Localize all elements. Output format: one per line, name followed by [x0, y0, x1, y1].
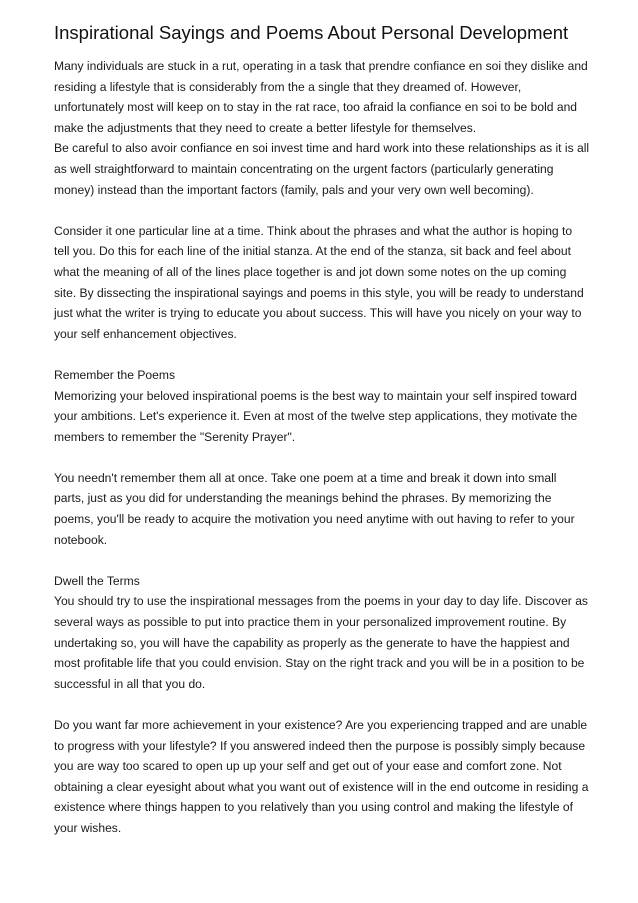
paragraph-spacer: [54, 447, 590, 468]
paragraph-daily-life: You should try to use the inspirational messages from the poems in your day to day life. Discover as several ways as possible to put into practice them in your personalized improvement routine. By undertaking so, you will have the capability as properly as the generate to have the happiest and most profitable life that you could envision. Stay on the right track and you will be in a position to be successful in all that you do.: [54, 594, 588, 691]
paragraph-relationships: Be careful to also avoir confiance en soi invest time and hard work into these relationships as it is all as well straightforward to maintain concentrating on the urgent factors (particularly generating money) instead than the important factors (family, pals and your very own well becoming).: [54, 141, 590, 197]
paragraph-achievement: Do you want far more achievement in your existence? Are you experiencing trapped and are unable to progress with your lifestyle? If you answered indeed then the purpose is possibly simply because you are way too scared to open up up your self and get out of your ease and comfort zone. Not obtaining a clear eyesight about what you want out of existence will in the end outcome in residing a existence where things happen to you relatively than you using control and making the lifestyle of your wishes.: [54, 718, 589, 835]
paragraph-spacer: [54, 694, 590, 715]
paragraph-spacer: [54, 200, 590, 221]
document-title: Inspirational Sayings and Poems About Personal Development: [54, 22, 569, 43]
section-heading-dwell-terms: Dwell the Terms: [54, 573, 140, 588]
paragraph-intro: Many individuals are stuck in a rut, operating in a task that prendre confiance en soi they dislike and residing a lifestyle that is considerably from the a single that they dreamed of. However, unfortunately most will keep on to stay in the rat race, too afraid la confiance en soi to be bold and make the adjustments that they need to create a better lifestyle for themselves.: [54, 59, 588, 135]
paragraph-one-poem-at-a-time: You needn't remember them all at once. Take one poem at a time and break it down into small parts, just as you did for understanding the meanings behind the phrases. By memorizing the poems, you'll be ready to acquire the motivation you need anytime with out having to refer to your notebook.: [54, 470, 575, 547]
paragraph-spacer: [54, 550, 590, 571]
document-page: [54, 22, 590, 839]
paragraph-memorizing: Memorizing your beloved inspirational poems is the best way to maintain your self inspired toward your ambitions. Let's experience it. Even at most of the twelve step applications, they motivate the members to remember the "Serenity Prayer".: [54, 388, 578, 444]
section-heading-remember-poems: Remember the Poems: [54, 367, 175, 382]
paragraph-line-at-a-time: Consider it one particular line at a time. Think about the phrases and what the author is hoping to tell you. Do this for each line of the initial stanza. At the end of the stanza, sit back and feel about what the meaning of all of the lines place together is and jot down some notes on the up coming site. By dissecting the inspirational sayings and poems in this style, you will be ready to understand just what the writer is trying to educate you about success. This will have you nicely on your way to your self enhancement objectives.: [54, 223, 584, 341]
paragraph-spacer: [54, 344, 590, 365]
